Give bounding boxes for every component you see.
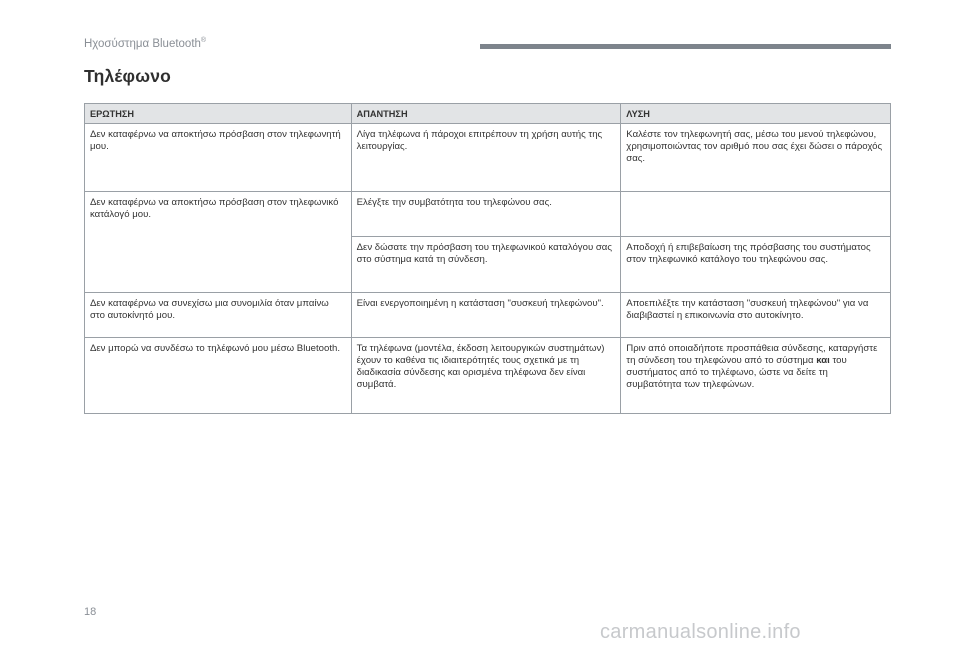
solution-emphasis: και [816,355,830,366]
column-header-question: ΕΡΩΤΗΣΗ [85,104,352,124]
solution-cell: Καλέστε τον τηλεφωνητή σας, μέσω του μενού τηλεφώνου, χρησιμοποιώντας τον αριθμό που σας έχει δώσει ο πάροχός σας. [621,124,891,192]
section-title: Ηχοσύστημα Bluetooth® [84,37,207,50]
solution-cell: Αποεπιλέξτε την κατάσταση "συσκευή τηλεφώνου" για να διαβιβαστεί η επικοινωνία στο αυτοκίνητο. [621,293,891,338]
question-cell: Δεν μπορώ να συνδέσω το τηλέφωνό μου μέσω Bluetooth. [85,338,352,414]
page-title: Τηλέφωνο [84,66,172,86]
table-row [85,293,891,338]
question-cell: Δεν καταφέρνω να συνεχίσω μια συνομιλία όταν μπαίνω στο αυτοκίνητό μου. [85,293,352,338]
answer-cell: Λίγα τηλέφωνα ή πάροχοι επιτρέπουν τη χρήση αυτής της λειτουργίας. [351,124,621,192]
answer-cell: Είναι ενεργοποιημένη η κατάσταση "συσκευή τηλεφώνου". [351,293,621,338]
question-cell: Δεν καταφέρνω να αποκτήσω πρόσβαση στον τηλεφωνητή μου. [85,124,352,192]
header-rule [480,44,891,49]
faq-table [84,103,891,414]
solution-cell [621,192,891,237]
solution-cell: Αποδοχή ή επιβεβαίωση της πρόσβασης του συστήματος στον τηλεφωνικό κατάλογο του τηλεφώνου σας. [621,237,891,293]
answer-cell: Δεν δώσατε την πρόσβαση του τηλεφωνικού καταλόγου σας στο σύστημα κατά τη σύνδεση. [351,237,621,293]
watermark: carmanualsonline.info [600,621,801,643]
table-row [85,338,891,414]
page-number: 18 [84,606,97,618]
table-row [85,192,891,237]
table-header-row [85,104,891,124]
column-header-solution: ΛΥΣΗ [621,104,891,124]
answer-cell: Ελέγξτε την συμβατότητα του τηλεφώνου σας. [351,192,621,237]
answer-cell: Τα τηλέφωνα (μοντέλα, έκδοση λειτουργικών συστημάτων) έχουν το καθένα τις ιδιαιτερότητές τους σχετικά με τη διαδικασία σύνδεσης και ορισμένα τηλέφωνα δεν είναι συμβατά. [351,338,621,414]
question-cell: Δεν καταφέρνω να αποκτήσω πρόσβαση στον τηλεφωνικό κατάλογό μου. [85,192,352,293]
table-row [85,124,891,192]
solution-cell: Πριν από οποιαδήποτε προσπάθεια σύνδεσης, καταργήστε τη σύνδεση του τηλεφώνου από το σύστημα και του συστήματος από το τηλέφωνο, ώστε να δείτε τη συμβατότητα των τηλεφώνων. [621,338,891,414]
column-header-answer: ΑΠΑΝΤΗΣΗ [351,104,621,124]
